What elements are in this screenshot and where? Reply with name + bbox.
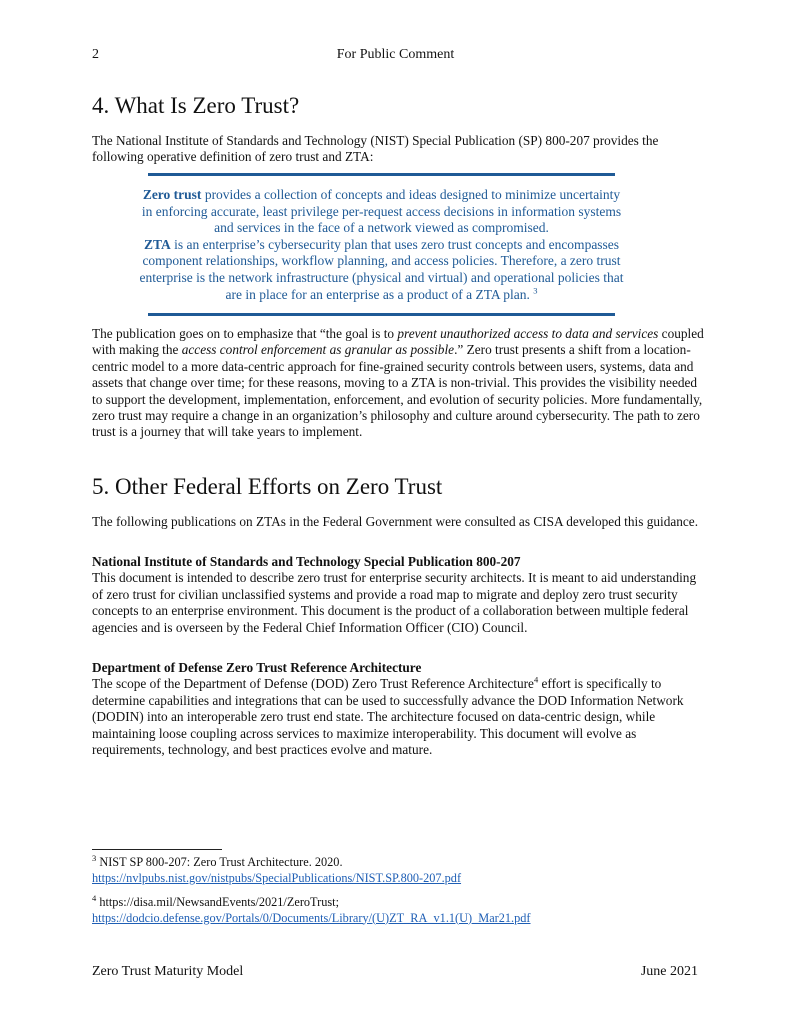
- header-title: For Public Comment: [336, 47, 455, 62]
- footnote-4-text: https://disa.mil/NewsandEvents/2021/ZeroTrust;: [99, 895, 339, 909]
- nist-publication-block: [92, 554, 704, 636]
- footnote-separator: [92, 849, 222, 850]
- quote-text-2: is an enterprise’s cybersecurity plan that uses zero trust concepts and encompasses component relationships, workflow planning, and access policies. Therefore, a zero trust enterprise is the network infrastructure (physical and virtual) and operational policies that are in place for an enterprise as a product of a ZTA plan.: [139, 236, 624, 302]
- footnote-4: $^4$ https://disa.mil/NewsandEvents/2021/ZeroTrust; https://dodcio.defense.gov/Portals/0/Documents/Library/(U)ZT_RA_v1.1(U)_Mar21.pdf: [92, 892, 531, 925]
- footnote-3-link[interactable]: https://nvlpubs.nist.gov/nistpubs/SpecialPublications/NIST.SP.800-207.pdf: [92, 870, 462, 885]
- nist-publication-title: National Institute of Standards and Technology Special Publication 800-207: [92, 554, 521, 569]
- quote-text-1: provides a collection of concepts and ideas designed to minimize uncertainty in enforcing accurate, least privilege per-request access decisions in information systems and services in the face of a network viewed as compromised.: [141, 187, 622, 236]
- dod-reference-title: Department of Defense Zero Trust Reference Architecture: [92, 660, 422, 675]
- section-4-intro: The National Institute of Standards and Technology (NIST) Special Publication (SP) 800-207 provides the following operative definition of zero trust and ZTA:: [92, 133, 659, 165]
- footer-date: June 2021: [640, 964, 698, 979]
- footnote-ref-3[interactable]: 3: [533, 285, 538, 296]
- section-4-heading: 4. What Is Zero Trust?: [92, 93, 300, 118]
- emphasis-granular: access control enforcement as granular as possible: [181, 342, 455, 358]
- section-5-intro: The following publications on ZTAs in the Federal Government were consulted as CISA developed this guidance.: [92, 514, 699, 529]
- nist-publication-body: This document is intended to describe zero trust for enterprise security architects. It is meant to aid understanding of zero trust for civilian unclassified systems and provide a road map to migrate and deploy zero trust security concepts to an enterprise environment. This document is the product of a collaboration between multiple federal agencies and is overseen by the Federal Chief Information Officer (CIO) Council.: [92, 570, 697, 635]
- footer-document-title: Zero Trust Maturity Model: [92, 964, 244, 979]
- section-4-paragraph: The publication goes on to emphasize that “the goal is to prevent unauthorized access to data and services coupled with making the access control enforcement as granular as possible.” Zero trust presents a shift from a location-centric model to a more data-centric approach for fine-grained security controls between users, systems, data and assets that change over time; for these reasons, moving to a ZTA is non-trivial. This provides the visibility needed to support the development, implementation, enforcement, and evolution of security policies. More fundamentally, zero trust may require a change in an organization’s philosophy and culture around cybersecurity. The path to zero trust is a journey that will take years to implement.: [92, 326, 704, 440]
- section-5-heading: 5. Other Federal Efforts on Zero Trust: [92, 474, 443, 499]
- footnote-4-link[interactable]: https://dodcio.defense.gov/Portals/0/Documents/Library/(U)ZT_RA_v1.1(U)_Mar21.pdf: [92, 910, 531, 925]
- zero-trust-definition-quote: [138, 187, 625, 303]
- quote-bottom-rule: [148, 313, 615, 316]
- quote-term-zero-trust: Zero trust: [142, 187, 202, 202]
- header-page-number: 2: [92, 47, 99, 62]
- footnote-3-text: NIST SP 800-207: Zero Trust Architecture. 2020.: [99, 855, 343, 869]
- footnote-ref-4[interactable]: 4: [533, 674, 539, 685]
- quote-term-zta: ZTA: [143, 236, 171, 252]
- dod-reference-block: [92, 660, 704, 758]
- dod-reference-body: The scope of the Department of Defense (DOD) Zero Trust Reference Architecture$^4$ effort is specifically to determine capabilities and integrations that can be used to successfully advance the DOD Information Network (DODIN) into an interoperable zero trust end state. The architecture focused on data-centric design, while maintaining loose coupling across services to maximize interoperability. This document will evolve as requirements, technology, and best practices evolve and mature.: [92, 674, 684, 758]
- emphasis-prevent-access: prevent unauthorized access to data and services: [397, 326, 659, 341]
- quote-top-rule: [148, 173, 615, 176]
- footnote-3: $^3$ NIST SP 800-207: Zero Trust Architecture. 2020. https://nvlpubs.nist.gov/nistpubs/SpecialPublications/NIST.SP.800-207.pdf: [92, 852, 462, 885]
